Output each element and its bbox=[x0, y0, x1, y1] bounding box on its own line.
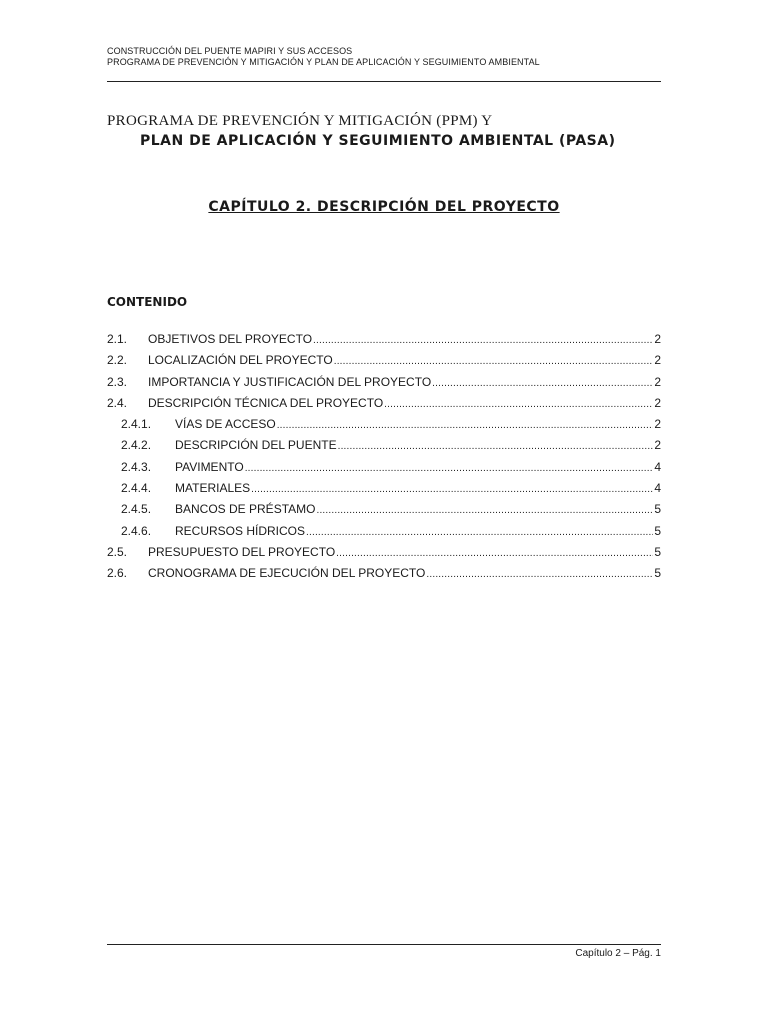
toc-entry-number: 2.2. bbox=[107, 353, 128, 368]
toc-entry-page: 2 bbox=[654, 353, 661, 368]
toc-entry-page: 5 bbox=[654, 566, 661, 581]
toc-entry[interactable] bbox=[107, 566, 661, 587]
toc-entry[interactable] bbox=[107, 332, 661, 353]
toc-entry[interactable] bbox=[107, 545, 661, 566]
toc-leader-dots bbox=[432, 378, 653, 389]
toc-entry-page: 5 bbox=[654, 523, 661, 538]
toc-subentry[interactable] bbox=[107, 460, 661, 481]
toc-entry-label: MATERIALES bbox=[175, 481, 251, 496]
toc-entry-label: VÍAS DE ACCESO bbox=[175, 417, 276, 432]
toc-subentry[interactable] bbox=[107, 481, 661, 502]
toc-entry-page: 2 bbox=[654, 395, 661, 410]
table-of-contents bbox=[107, 332, 661, 588]
toc-leader-dots bbox=[245, 463, 654, 474]
toc-entry-page: 2 bbox=[654, 417, 661, 432]
toc-entry[interactable] bbox=[107, 375, 661, 396]
header-divider bbox=[107, 81, 661, 82]
toc-entry-page: 4 bbox=[654, 459, 661, 474]
toc-entry-label: DESCRIPCIÓN DEL PUENTE bbox=[175, 438, 337, 453]
toc-entry-number: 2.4.1. bbox=[121, 417, 152, 432]
toc-entry-page: 2 bbox=[654, 438, 661, 453]
toc-leader-dots bbox=[384, 399, 653, 410]
toc-leader-dots bbox=[313, 335, 653, 346]
toc-subentry[interactable] bbox=[107, 524, 661, 545]
header-document-title: PROGRAMA DE PREVENCIÓN Y MITIGACIÓN Y PLAN DE APLICACIÓN Y SEGUIMIENTO AMBIENTAL bbox=[107, 57, 540, 67]
toc-leader-dots bbox=[306, 527, 653, 538]
toc-entry[interactable] bbox=[107, 353, 661, 374]
toc-subentry[interactable] bbox=[107, 438, 661, 459]
header-project-title: CONSTRUCCIÓN DEL PUENTE MAPIRI Y SUS ACCESOS bbox=[107, 46, 353, 56]
toc-entry-number: 2.4.5. bbox=[121, 502, 152, 517]
toc-entry-label: DESCRIPCIÓN TÉCNICA DEL PROYECTO bbox=[148, 395, 384, 410]
toc-entry-label: RECURSOS HÍDRICOS bbox=[175, 523, 306, 538]
toc-entry-label: BANCOS DE PRÉSTAMO bbox=[175, 502, 316, 517]
footer-divider bbox=[107, 944, 661, 945]
toc-leader-dots bbox=[426, 569, 653, 580]
document-title-line1: PROGRAMA DE PREVENCIÓN Y MITIGACIÓN (PPM) Y bbox=[107, 113, 493, 129]
document-title-line2: PLAN DE APLICACIÓN Y SEGUIMIENTO AMBIENTAL (PASA) bbox=[140, 133, 616, 149]
toc-entry-label: CRONOGRAMA DE EJECUCIÓN DEL PROYECTO bbox=[148, 566, 426, 581]
toc-entry-number: 2.4.4. bbox=[121, 481, 152, 496]
toc-leader-dots bbox=[334, 356, 654, 367]
toc-heading: CONTENIDO bbox=[107, 295, 188, 309]
toc-entry-number: 2.4.3. bbox=[121, 459, 152, 474]
toc-entry-page: 2 bbox=[654, 332, 661, 346]
toc-entry-page: 5 bbox=[654, 544, 661, 559]
toc-entry-page: 4 bbox=[654, 481, 661, 496]
toc-entry-label: IMPORTANCIA Y JUSTIFICACIÓN DEL PROYECTO bbox=[148, 374, 432, 389]
toc-entry-label: PAVIMENTO bbox=[175, 459, 244, 474]
toc-entry-page: 5 bbox=[654, 502, 661, 517]
toc-subentry[interactable] bbox=[107, 502, 661, 523]
toc-entry-number: 2.5. bbox=[107, 544, 128, 559]
toc-entry-number: 2.4. bbox=[107, 395, 128, 410]
running-header bbox=[107, 46, 661, 68]
chapter-title: CAPÍTULO 2. DESCRIPCIÓN DEL PROYECTO bbox=[208, 199, 560, 215]
toc-entry-number: 2.4.2. bbox=[121, 438, 152, 453]
toc-entry-number: 2.1. bbox=[107, 332, 128, 346]
toc-subentry[interactable] bbox=[107, 417, 661, 438]
toc-entry-number: 2.3. bbox=[107, 374, 128, 389]
toc-leader-dots bbox=[338, 441, 654, 452]
toc-entry-number: 2.4.6. bbox=[121, 523, 152, 538]
toc-leader-dots bbox=[251, 484, 653, 495]
toc-leader-dots bbox=[336, 548, 653, 559]
toc-entry[interactable] bbox=[107, 396, 661, 417]
toc-entry-label: PRESUPUESTO DEL PROYECTO bbox=[148, 544, 336, 559]
toc-entry-label: LOCALIZACIÓN DEL PROYECTO bbox=[148, 353, 333, 368]
footer-page-number: Capítulo 2 – Pág. 1 bbox=[575, 948, 661, 959]
toc-leader-dots bbox=[277, 420, 654, 431]
toc-entry-page: 2 bbox=[654, 374, 661, 389]
toc-entry-number: 2.6. bbox=[107, 566, 128, 581]
toc-leader-dots bbox=[316, 505, 653, 516]
toc-entry-label: OBJETIVOS DEL PROYECTO bbox=[148, 332, 313, 346]
